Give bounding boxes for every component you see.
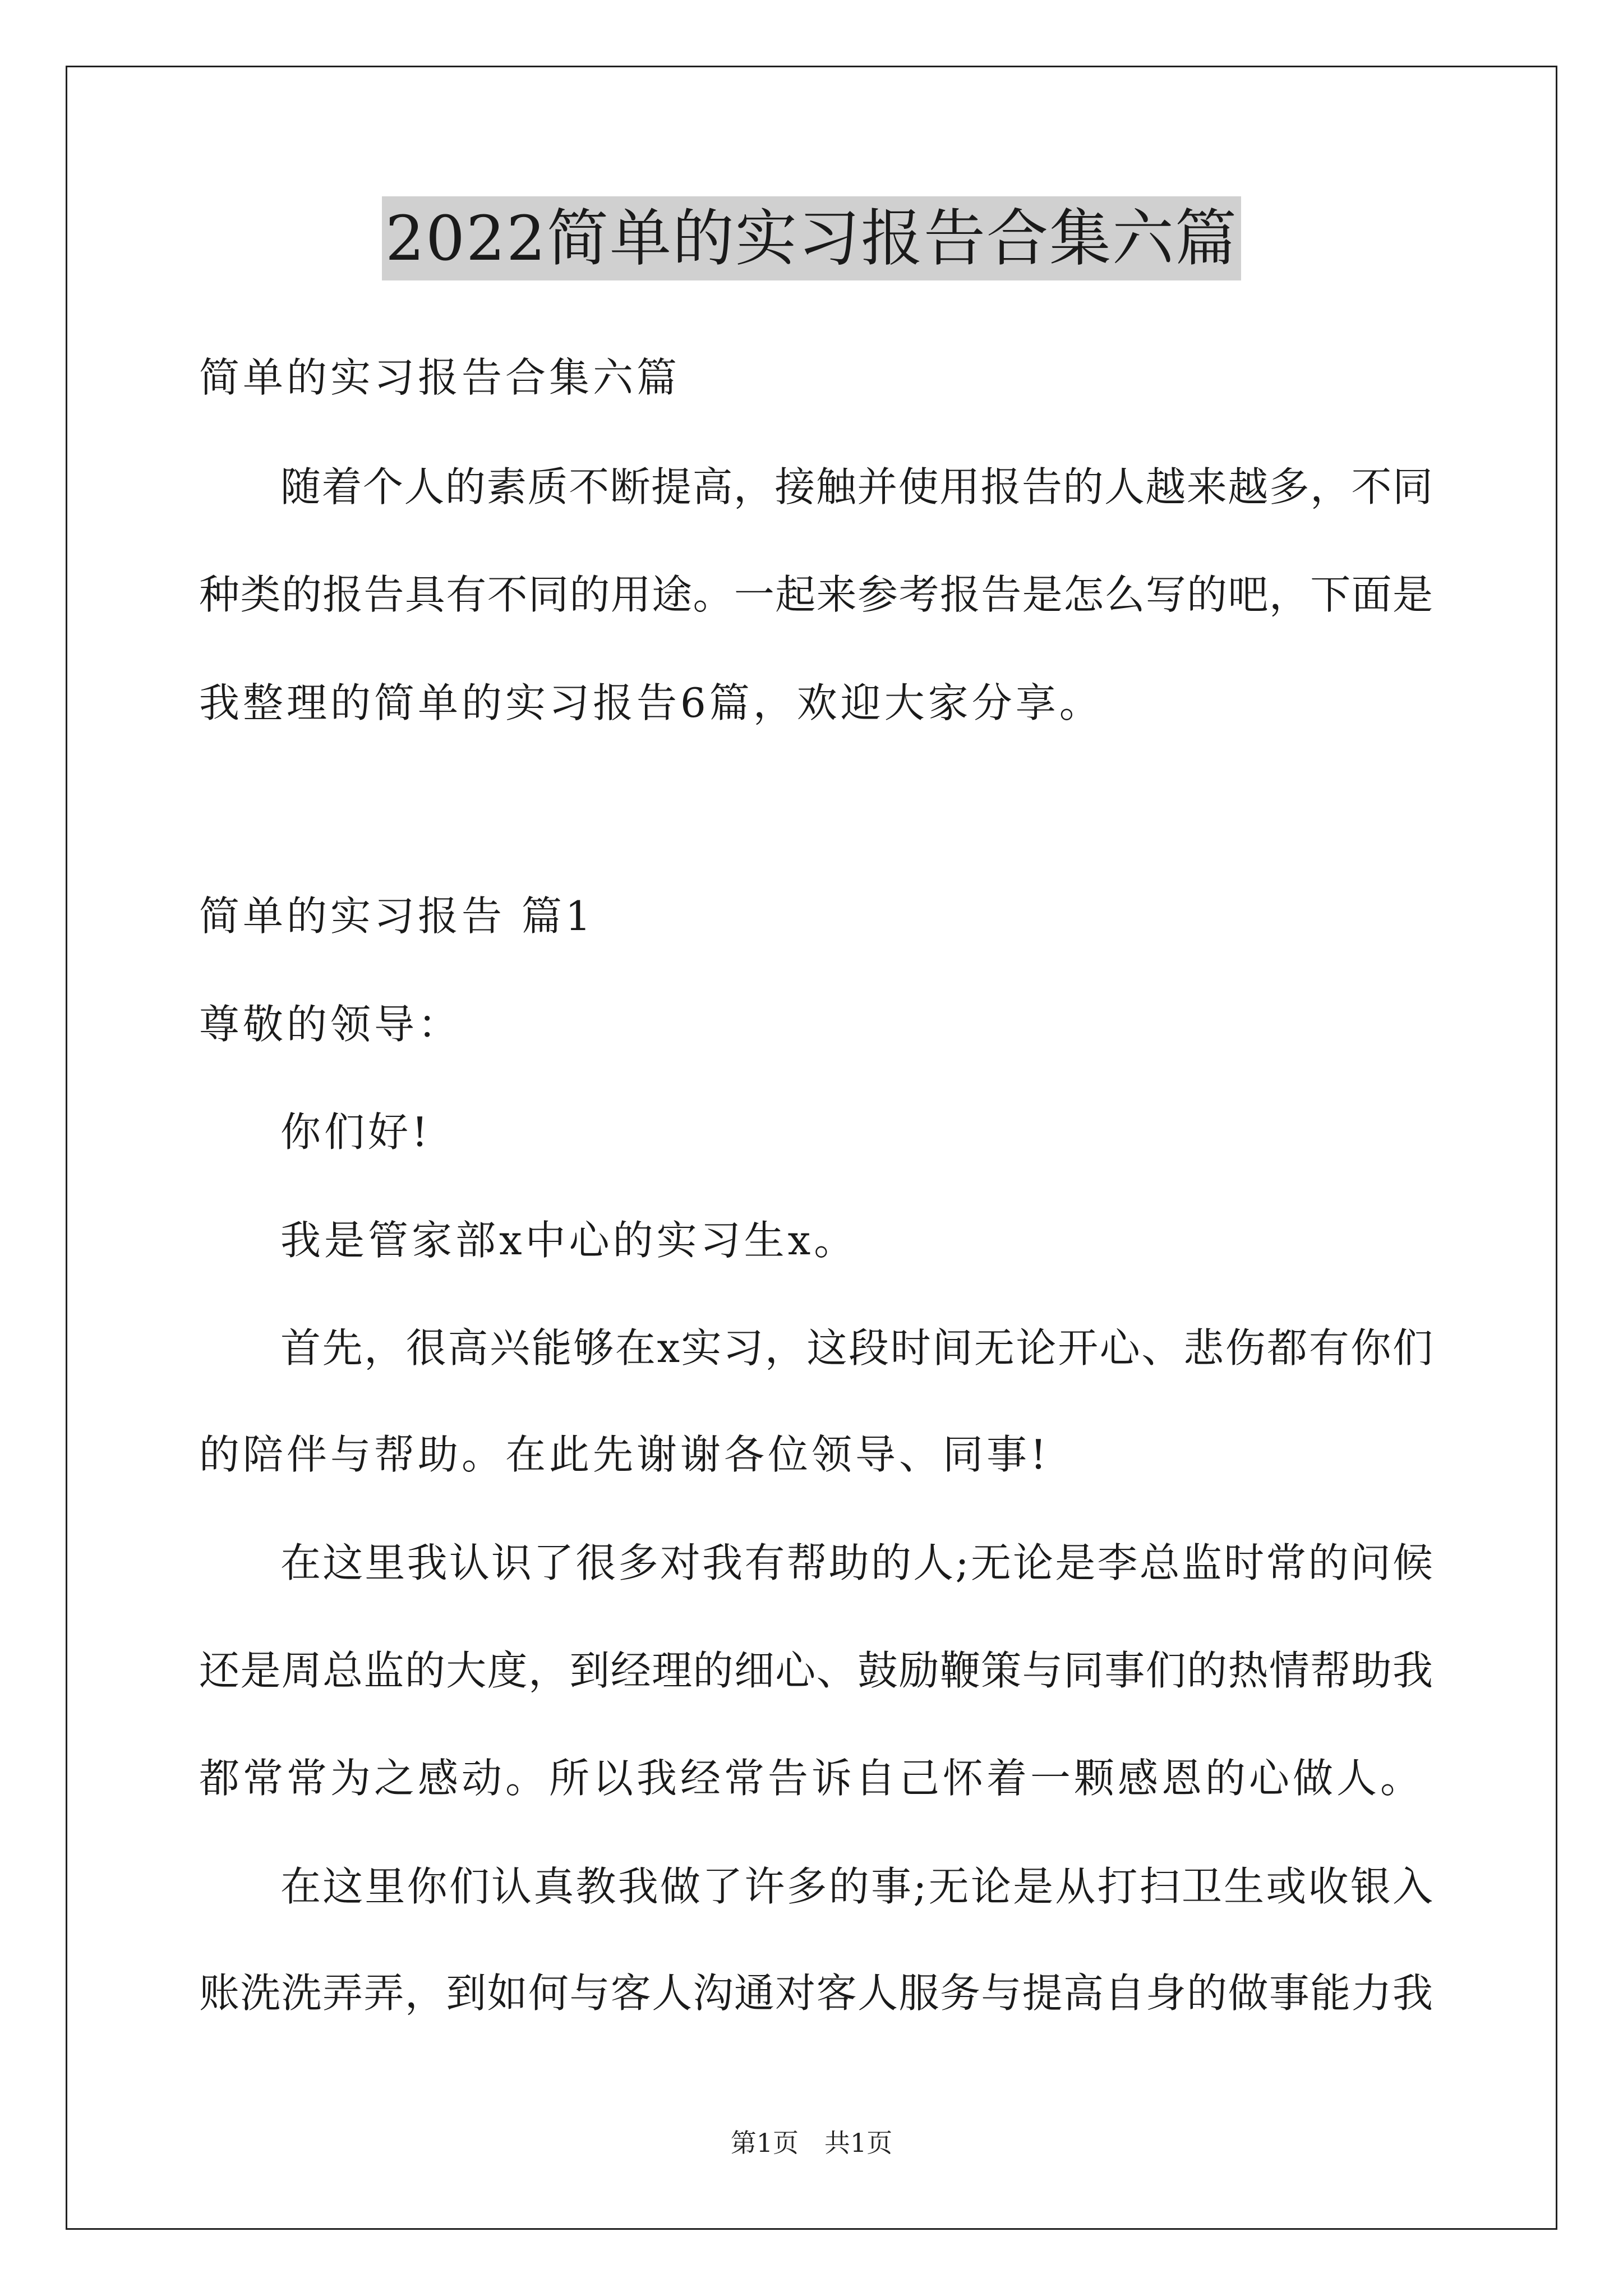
greeting: 你们好!	[280, 1108, 431, 1156]
document-title: 2022简单的实习报告合集六篇	[382, 196, 1241, 280]
paragraph-line: 账洗洗弄弄，到如何与客人沟通对客人服务与提高自身的做事能力我	[199, 1970, 1433, 2017]
paragraph-line: 的陪伴与帮助。在此先谢谢各位领导、同事!	[199, 1431, 1050, 1478]
page-footer: 第1页 共1页	[730, 2128, 893, 2158]
paragraph-line: 种类的报告具有不同的用途。一起来参考报告是怎么写的吧，下面是	[199, 571, 1433, 618]
paragraph-line: 首先，很高兴能够在x实习，这段时间无论开心、悲伤都有你们	[280, 1324, 1433, 1372]
subtitle-line: 简单的实习报告合集六篇	[199, 354, 681, 401]
paragraph-line: 在这里你们认真教我做了许多的事;无论是从打扫卫生或收银入	[280, 1863, 1433, 1910]
paragraph-line: 都常常为之感动。所以我经常告诉自己怀着一颗感恩的心做人。	[199, 1755, 1424, 1802]
paragraph-line: 在这里我认识了很多对我有帮助的人;无论是李总监时常的问候	[280, 1539, 1433, 1586]
title-container	[0, 196, 1623, 280]
salutation: 尊敬的领导：	[199, 1001, 462, 1048]
paragraph-line: 还是周总监的大度，到经理的细心、鼓励鞭策与同事们的热情帮助我	[199, 1647, 1433, 1694]
paragraph-line: 我是管家部x中心的实习生x。	[280, 1217, 858, 1264]
section-heading: 简单的实习报告 篇1	[199, 892, 594, 940]
paragraph-line: 我整理的简单的实习报告6篇，欢迎大家分享。	[199, 679, 1103, 726]
paragraph-line: 随着个人的素质不断提高，接触并使用报告的人越来越多，不同	[280, 463, 1433, 510]
